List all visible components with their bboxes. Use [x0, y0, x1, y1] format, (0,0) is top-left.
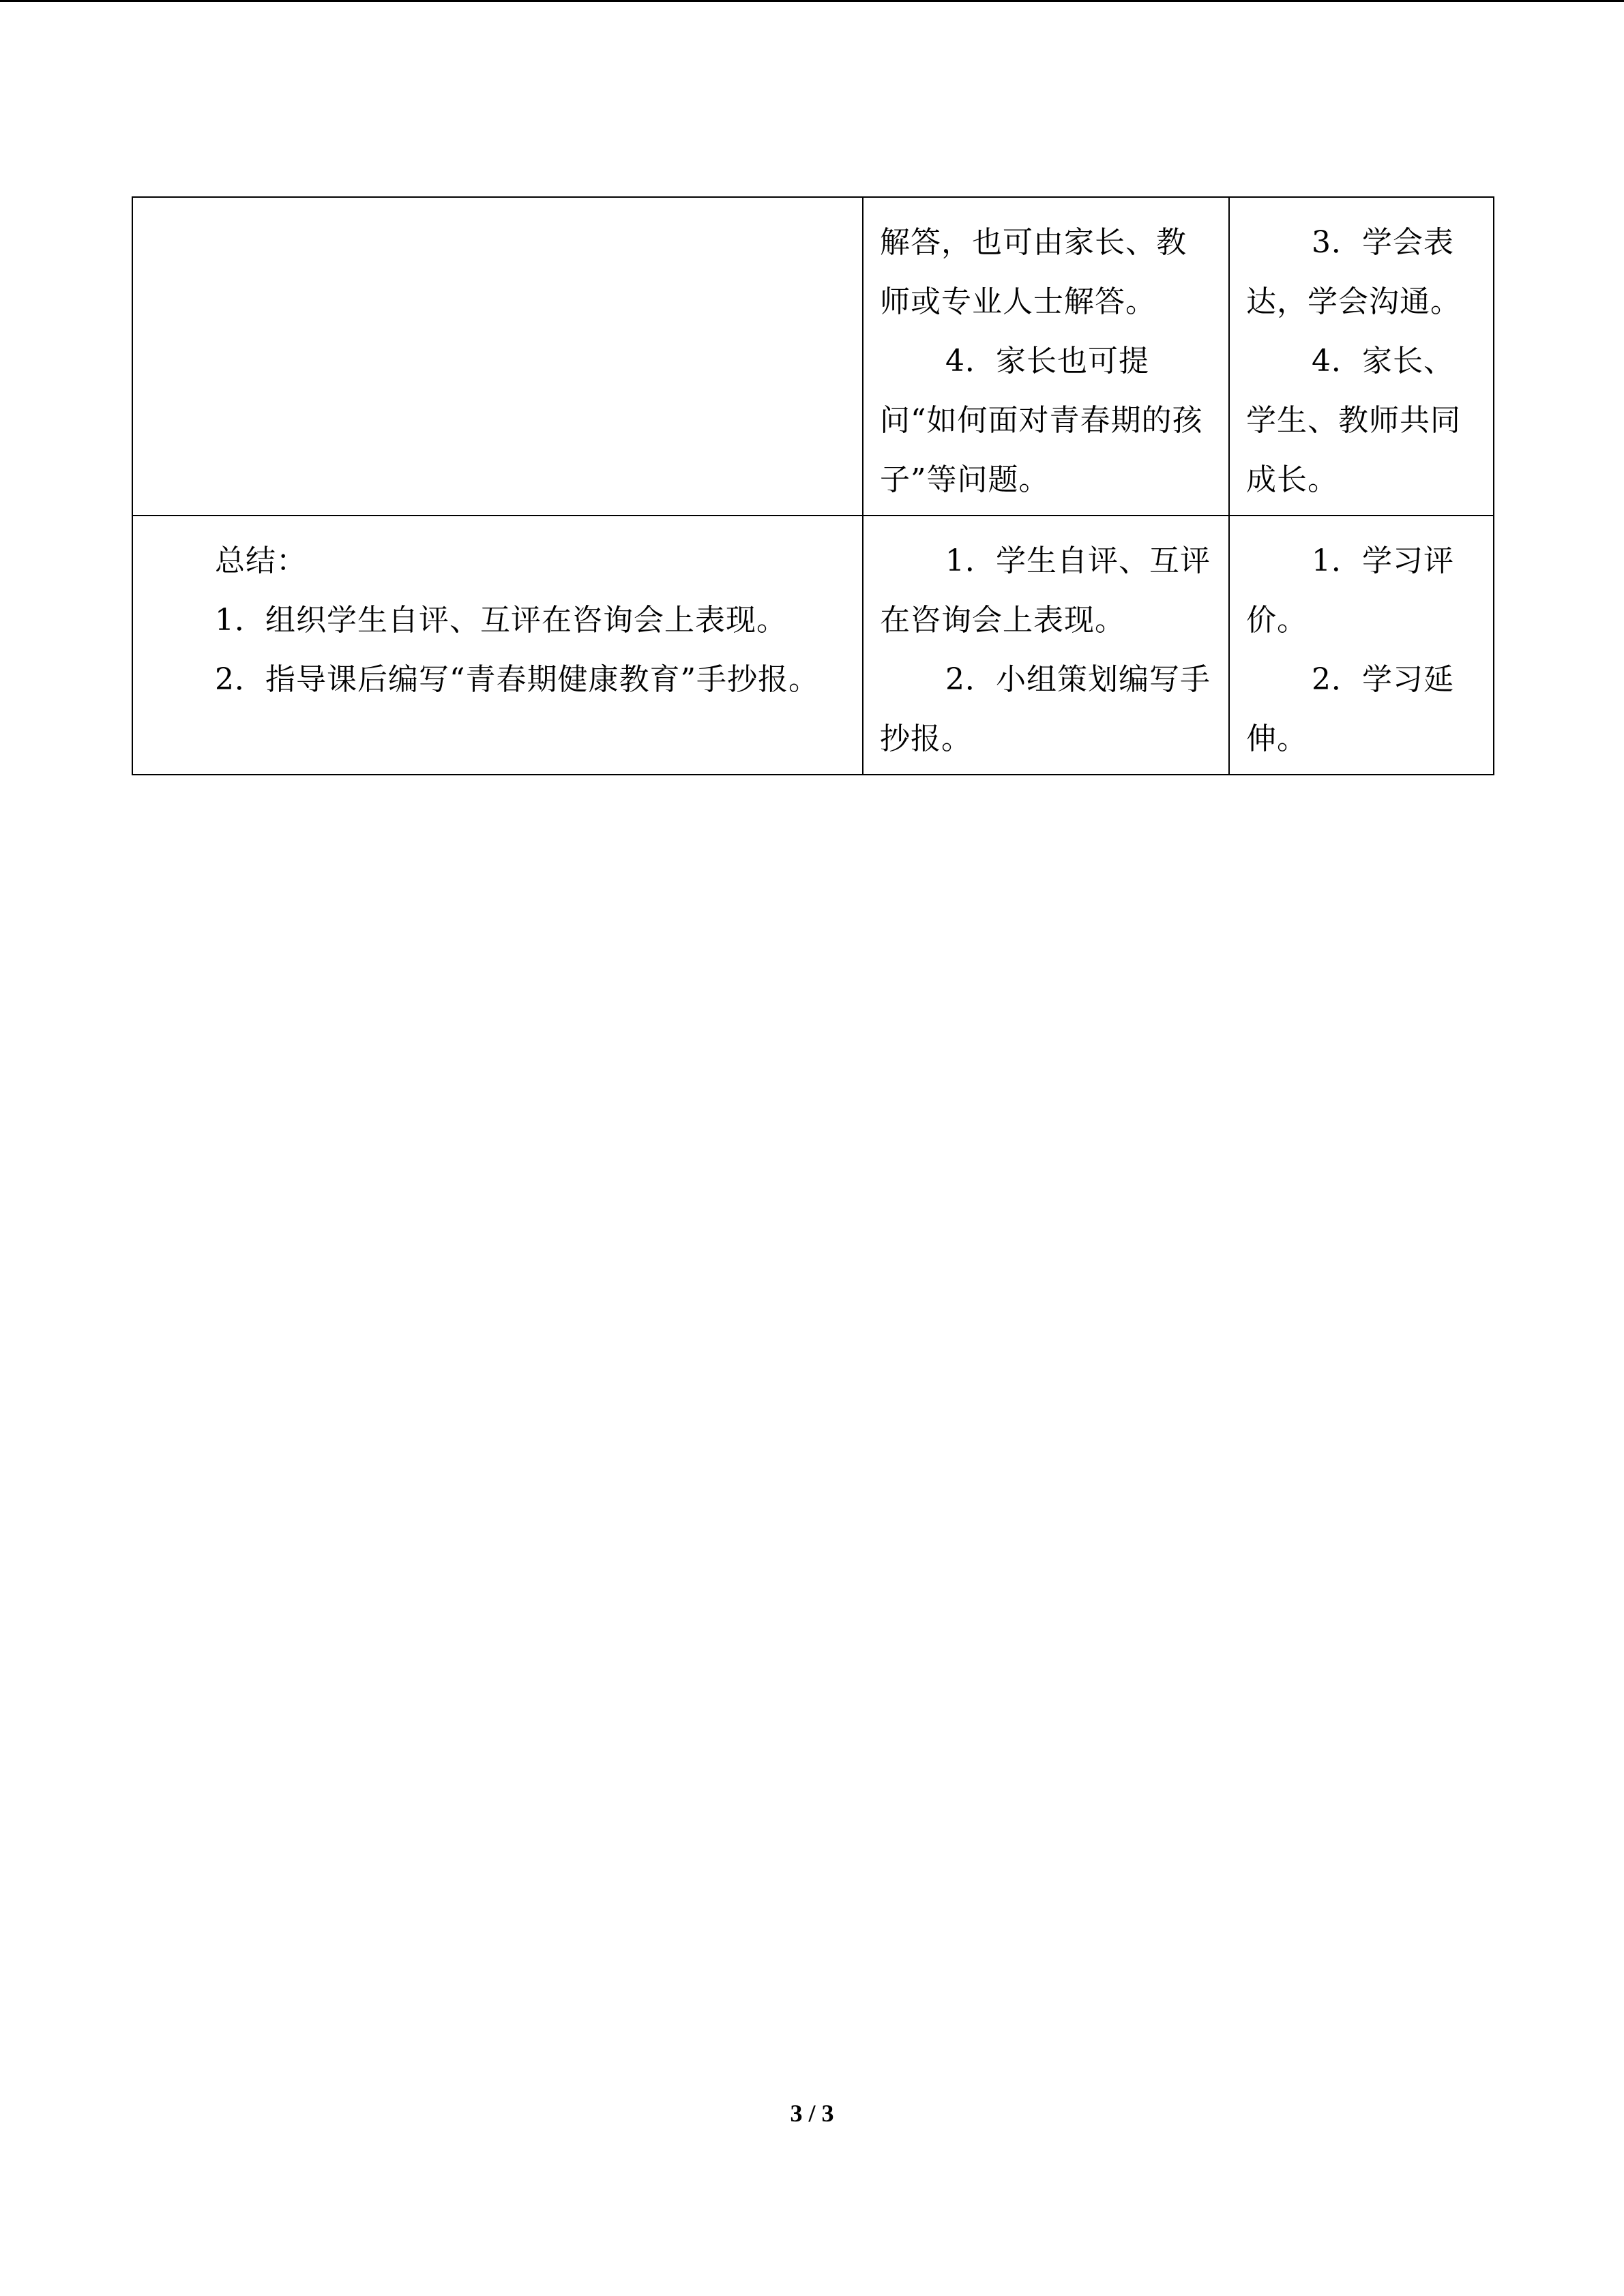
page-top-border [0, 0, 1624, 2]
cell-paragraph: 2．指导课后编写“青春期健康教育”手抄报。 [215, 662, 819, 697]
lesson-plan-table [132, 196, 1494, 775]
design-intent-cell [1229, 197, 1494, 516]
cell-paragraph: 1．组织学生自评、互评在咨询会上表现。 [215, 603, 787, 638]
teacher-activity-cell [132, 516, 863, 775]
design-intent-cell [1229, 516, 1494, 775]
student-activity-cell [863, 516, 1229, 775]
cell-paragraph: 2．小组策划编写手抄报。 [880, 662, 1211, 756]
student-activity-cell [863, 197, 1229, 516]
cell-paragraph: 3．学会表达，学会沟通。 [1246, 225, 1461, 319]
cell-paragraph: 解答，也可由家长、教师或专业人士解答。 [880, 225, 1187, 319]
cell-paragraph: 4．家长也可提问“如何面对青春期的孩子”等问题。 [880, 344, 1203, 497]
teacher-activity-cell [132, 197, 863, 516]
table-row [132, 197, 1494, 516]
cell-paragraph: 1．学习评价。 [1246, 543, 1454, 638]
page-number: 3 / 3 [790, 2100, 834, 2127]
table-row [132, 516, 1494, 775]
cell-paragraph: 2．学习延伸。 [1246, 662, 1454, 756]
cell-paragraph: 总结： [215, 543, 307, 578]
cell-paragraph: 4．家长、学生、教师共同成长。 [1246, 344, 1461, 497]
cell-paragraph: 1．学生自评、互评在咨询会上表现。 [880, 543, 1211, 638]
